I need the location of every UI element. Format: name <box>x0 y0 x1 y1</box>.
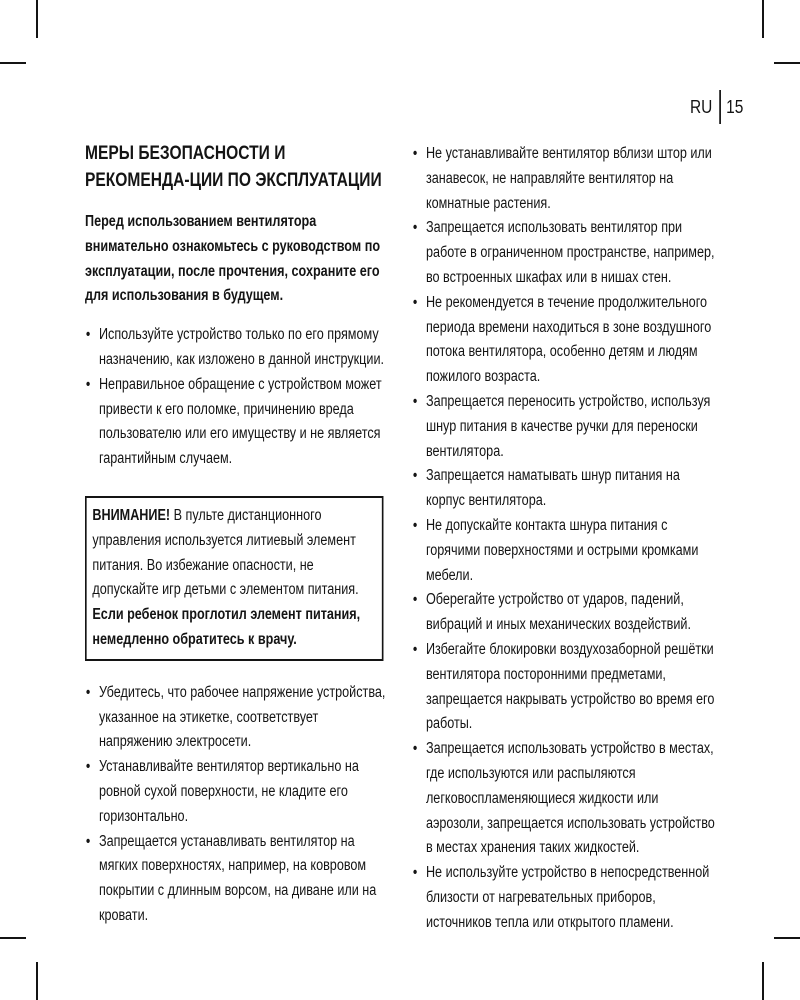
list-item: • Запрещается использовать устройство в местах, где используются или распыляются легковоспламеняющиеся жидкости или аэрозоли, запрещается использовать устройство в местах хранения таких жидкостей. <box>412 737 717 861</box>
list-item: • Устанавливайте вентилятор вертикально на ровной сухой поверхности, не кладите его горизонтально. <box>85 755 390 829</box>
list-item: • Используйте устройство только по его прямому назначению, как изложено в данной инструкции. <box>85 323 390 373</box>
crop-mark-top-right-h <box>774 62 800 64</box>
list-item: • Запрещается устанавливать вентилятор на мягких поверхностях, например, на ковровом покрытии с длинным ворсом, на диване или на кровати. <box>85 830 390 929</box>
list-item: • Оберегайте устройство от ударов, падений, вибраций и иных механических воздействий. <box>412 588 717 638</box>
right-column <box>412 142 717 936</box>
crop-mark-bottom-right-v <box>762 962 764 1000</box>
list-item: • Запрещается наматывать шнур питания на корпус вентилятора. <box>412 464 717 514</box>
list-item: • Не допускайте контакта шнура питания с горячими поверхностями и острыми кромками мебели. <box>412 514 717 588</box>
page-header <box>690 90 743 124</box>
list-item: • Не устанавливайте вентилятор вблизи штор или занавесок, не направляйте вентилятор на комнатные растения. <box>412 142 717 216</box>
list-item: • Убедитесь, что рабочее напряжение устройства, указанное на этикетке, соответствует напряжению электросети. <box>85 681 390 755</box>
list-item: • Неправильное обращение с устройством может привести к его поломке, причинению вреда пользователю или его имуществу и не является гарантийным случаем. <box>85 373 390 472</box>
intro-paragraph: Перед использованием вентилятора внимательно ознакомьтесь с руководством по эксплуатации, после прочтения, сохраните его для использования в будущем. <box>85 213 381 305</box>
list-item: • Не рекомендуется в течение продолжительного периода времени находиться в зоне воздушного потока вентилятора, особенно детям и людям пожилого возраста. <box>412 291 717 390</box>
warning-label: ВНИМАНИЕ! <box>92 506 171 524</box>
crop-mark-top-left-v <box>36 0 38 38</box>
warning-box <box>85 496 383 661</box>
warning-text: В пульте дистанционного управления используется литиевый элемент питания. Во избежание опасности, не допускайте игр детьми с элементом питания. <box>92 506 359 599</box>
section-title: МЕРЫ БЕЗОПАСНОСТИ И РЕКОМЕНДА-ЦИИ ПО ЭКСПЛУАТАЦИИ <box>85 143 382 191</box>
warning-bold-text: Если ребенок проглотил элемент питания, немедленно обратитесь к врачу. <box>92 606 361 648</box>
list-item: • Не используйте устройство в непосредственной близости от нагревательных приборов, источников тепла или открытого пламени. <box>412 861 717 935</box>
list-item: • Запрещается переносить устройство, используя шнур питания в качестве ручки для переноски вентилятора. <box>412 390 717 464</box>
crop-mark-top-right-v <box>762 0 764 38</box>
crop-mark-top-left-h <box>0 62 26 64</box>
language-code: RU <box>690 96 713 117</box>
bullet-list-bottom <box>85 681 390 929</box>
crop-mark-bottom-right-h <box>774 937 800 939</box>
page-number: 15 <box>726 96 744 117</box>
crop-mark-bottom-left-h <box>0 937 26 939</box>
list-item: • Запрещается использовать вентилятор при работе в ограниченном пространстве, например, во встроенных шкафах или в нишах стен. <box>412 216 717 290</box>
bullet-list-right <box>412 142 717 936</box>
bullet-list-top <box>85 323 390 472</box>
crop-mark-bottom-left-v <box>36 962 38 1000</box>
left-column <box>85 140 390 929</box>
list-item: • Избегайте блокировки воздухозаборной решётки вентилятора посторонними предметами, запрещается накрывать устройство во время его работы. <box>412 638 717 737</box>
